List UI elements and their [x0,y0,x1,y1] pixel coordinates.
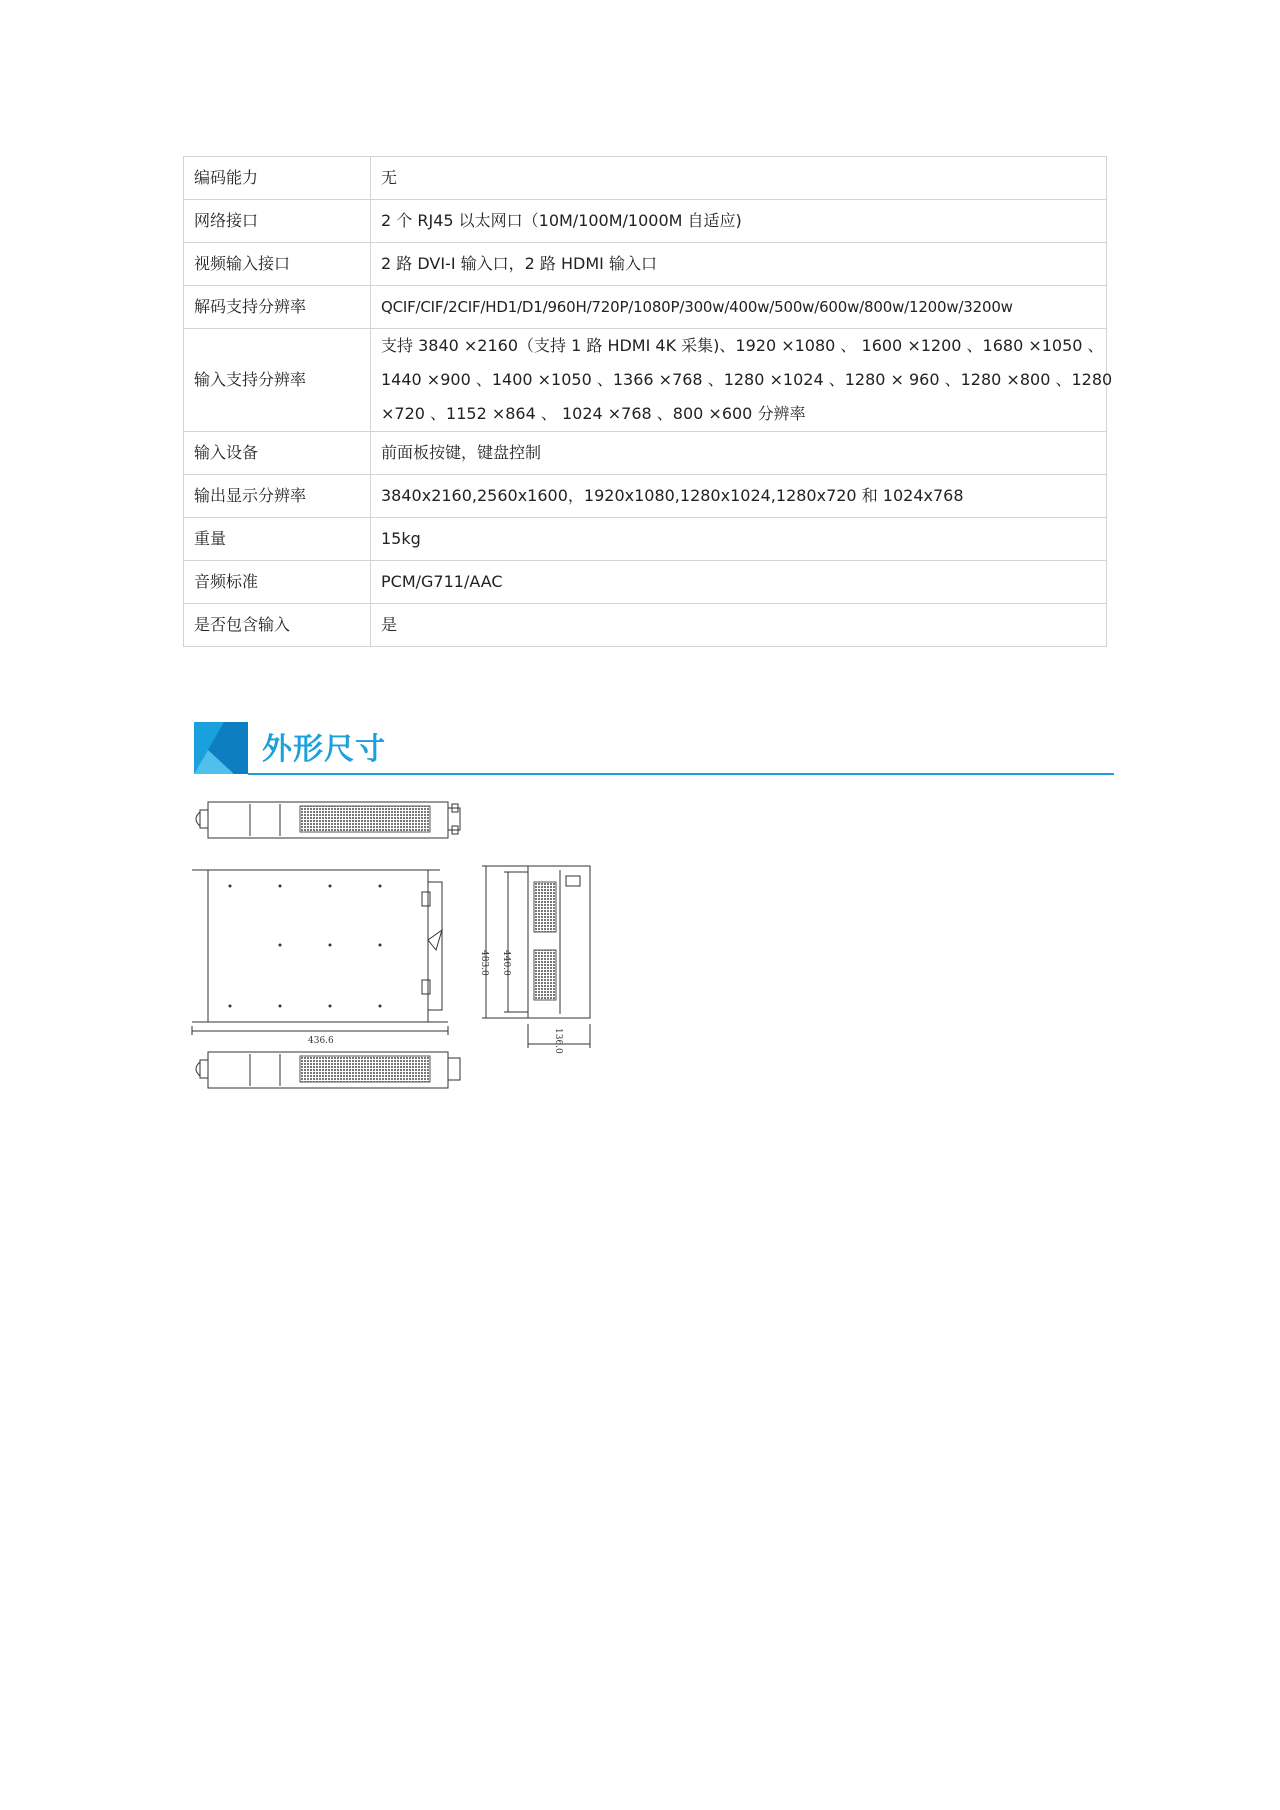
spec-row [184,432,1107,475]
spec-value-line: 1440 ×900 、1400 ×1050 、1366 ×768 、1280 ×1024 、1280 × 960 、1280 ×800 、1280 [381,370,1113,389]
spec-row [184,200,1107,243]
dimension-width: 436.6 [308,1036,334,1046]
plan-view [192,870,448,1035]
dimension-height-inner: 440.0 [501,950,511,976]
spec-value: 2 路 DVI-I 输入口，2 路 HDMI 输入口 [371,243,1107,286]
spec-value: 前面板按键，键盘控制 [371,432,1107,475]
spec-label: 重量 [184,518,371,561]
spec-value: 无 [371,157,1107,200]
spec-table [183,156,1113,647]
dimension-drawing [190,790,630,1100]
spec-row [184,286,1107,329]
bottom-view [196,1052,460,1088]
spec-row [184,329,1107,432]
dimension-depth: 136.0 [553,1028,563,1054]
spec-row [184,518,1107,561]
spec-value-multiline [371,329,1113,432]
spec-label: 输入设备 [184,432,371,475]
spec-row [184,243,1107,286]
section-title: 外形尺寸 [262,732,386,767]
spec-value: 2 个 RJ45 以太网口（10M/100M/1000M 自适应) [371,200,1107,243]
spec-row [184,604,1107,647]
dimension-height-outer: 483.0 [479,950,489,976]
section-mark-icon [194,722,248,774]
section-divider [248,773,1114,775]
spec-label: 输出显示分辨率 [184,475,371,518]
spec-label: 是否包含输入 [184,604,371,647]
top-view [196,802,460,838]
spec-label: 视频输入接口 [184,243,371,286]
spec-label: 输入支持分辨率 [184,329,371,432]
spec-value: PCM/G711/AAC [371,561,1107,604]
spec-value: 15kg [371,518,1107,561]
spec-value: 是 [371,604,1107,647]
spec-value: QCIF/CIF/2CIF/HD1/D1/960H/720P/1080P/300w/400w/500w/600w/800w/1200w/3200w [371,286,1107,329]
spec-label: 解码支持分辨率 [184,286,371,329]
spec-row [184,475,1107,518]
spec-value: 3840x2160,2560x1600，1920x1080,1280x1024,1280x720 和 1024x768 [371,475,1107,518]
spec-label: 音频标准 [184,561,371,604]
spec-label: 网络接口 [184,200,371,243]
spec-row [184,561,1107,604]
spec-row [184,157,1107,200]
section-header [194,722,1114,776]
spec-label: 编码能力 [184,157,371,200]
spec-value-line: ×720 、1152 ×864 、 1024 ×768 、800 ×600 分辨率 [381,404,806,423]
front-view [482,866,590,1048]
spec-value-line: 支持 3840 ×2160（支持 1 路 HDMI 4K 采集)、1920 ×1080 、 1600 ×1200 、1680 ×1050 、 [381,336,1104,355]
